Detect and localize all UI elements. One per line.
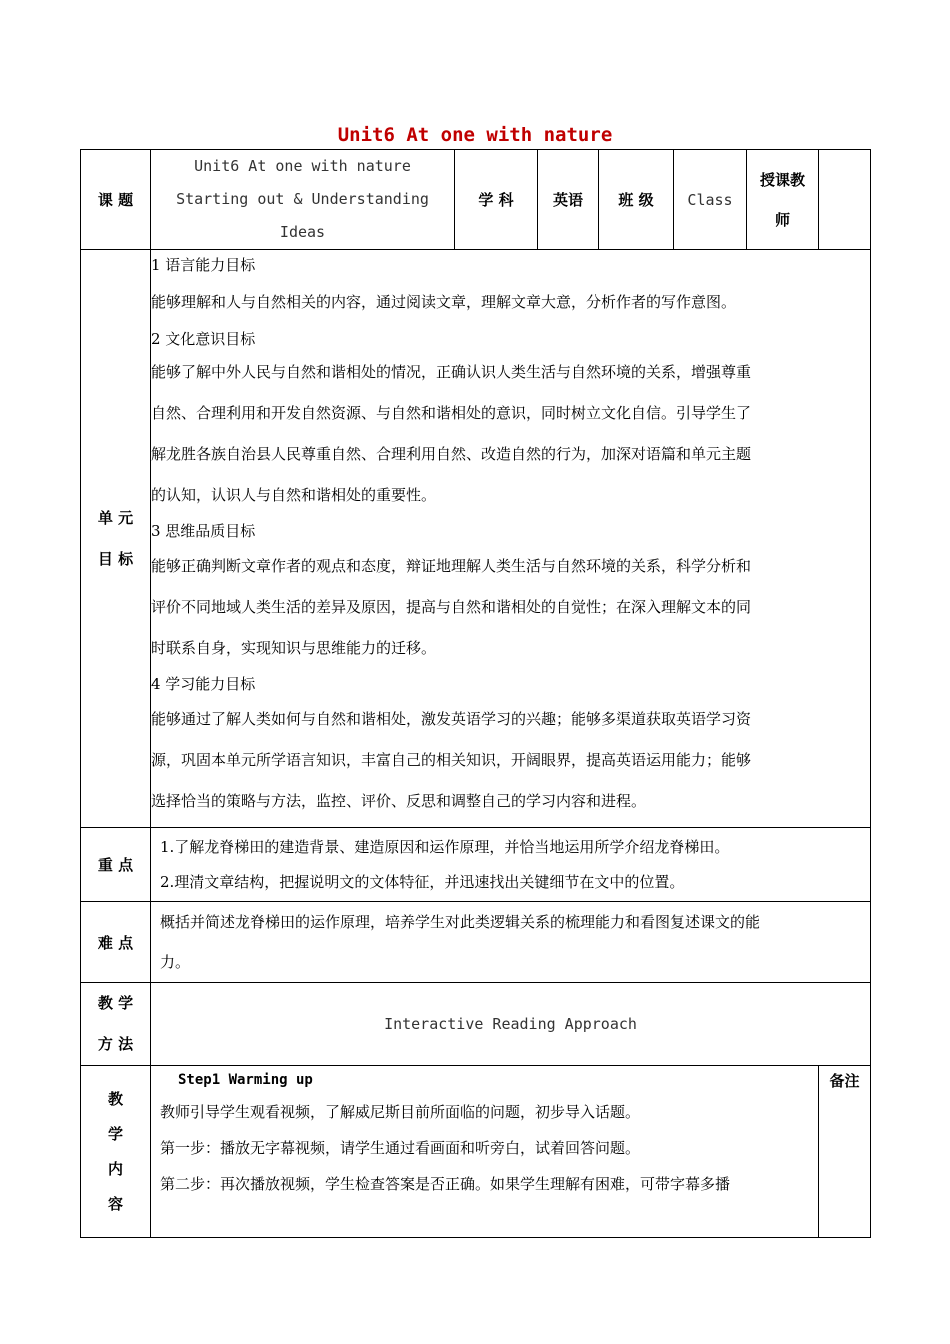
difficulties-content xyxy=(151,902,871,983)
content-line-1: 教师引导学生观看视频，了解威尼斯目前所面临的问题，初步导入话题。 xyxy=(160,1103,641,1121)
goal-3-line-3: 时联系自身，实现知识与思维能力的迁移。 xyxy=(151,639,437,657)
goal-2-line-2: 自然、合理利用和开发自然资源、与自然和谐相处的意识，同时树立文化自信。引导学生了 xyxy=(151,404,752,422)
topic-line-1: Unit6 At one with nature xyxy=(194,157,411,175)
content-label-char-2: 学 xyxy=(107,1124,123,1143)
method-row xyxy=(81,983,871,1066)
key-points-row xyxy=(81,828,871,902)
goal-2-heading: 2 文化意识目标 xyxy=(151,330,256,348)
teacher-label-line-2: 师 xyxy=(774,210,790,229)
method-label xyxy=(81,983,151,1066)
difficulty-line-2: 力。 xyxy=(160,953,191,971)
content-row xyxy=(81,1066,871,1238)
document-title: Unit6 At one with nature xyxy=(337,124,613,146)
teacher-label-line-1: 授课教 xyxy=(759,170,805,189)
method-value: Interactive Reading Approach xyxy=(151,983,871,1066)
goal-3-heading: 3 思维品质目标 xyxy=(151,522,256,540)
content-label xyxy=(81,1066,151,1238)
subject-value: 英语 xyxy=(538,150,599,250)
content-label-char-1: 教 xyxy=(107,1089,123,1108)
class-value: Class xyxy=(674,150,747,250)
class-label: 班 级 xyxy=(599,150,674,250)
goals-row xyxy=(81,250,871,828)
topic-value xyxy=(151,150,455,250)
goal-1-line-1: 能够理解和人与自然相关的内容，通过阅读文章，理解文章大意，分析作者的写作意图。 xyxy=(151,293,737,311)
difficulties-label: 难 点 xyxy=(81,902,151,983)
goal-3-line-2: 评价不同地域人类生活的差异及原因，提高与自然和谐相处的自觉性；在深入理解文本的同 xyxy=(151,598,752,616)
key-points-content xyxy=(151,828,871,902)
content-body xyxy=(151,1066,819,1238)
goal-2-line-1: 能够了解中外人民与自然和谐相处的情况，正确认识人类生活与自然环境的关系，增强尊重 xyxy=(151,363,752,381)
goal-4-line-1: 能够通过了解人类如何与自然和谐相处，激发英语学习的兴趣；能够多渠道获取英语学习资 xyxy=(151,710,752,728)
notes-label: 备注 xyxy=(819,1066,871,1238)
goals-label xyxy=(81,250,151,828)
difficulty-line-1: 概括并简述龙脊梯田的运作原理，培养学生对此类逻辑关系的梳理能力和看图复述课文的能 xyxy=(160,913,761,931)
teacher-value xyxy=(819,150,871,250)
goal-1-heading: 1 语言能力目标 xyxy=(151,256,256,274)
goal-2-line-4: 的认知，认识人与自然和谐相处的重要性。 xyxy=(151,486,437,504)
goal-2-line-3: 解龙胜各族自治县人民尊重自然、合理利用自然、改造自然的行为，加深对语篇和单元主题 xyxy=(151,445,752,463)
subject-label: 学 科 xyxy=(455,150,538,250)
goal-4-line-3: 选择恰当的策略与方法，监控、评价、反思和调整自己的学习内容和进程。 xyxy=(151,792,647,810)
key-point-2: 2.理清文章结构，把握说明文的文体特征，并迅速找出关键细节在文中的位置。 xyxy=(160,872,685,891)
method-label-line-1: 教 学 xyxy=(97,994,134,1012)
goals-label-line-2: 目 标 xyxy=(97,549,134,568)
content-line-3: 第二步：再次播放视频，学生检查答案是否正确。如果学生理解有困难，可带字幕多播 xyxy=(160,1175,731,1193)
goal-3-line-1: 能够正确判断文章作者的观点和态度，辩证地理解人类生活与自然环境的关系，科学分析和 xyxy=(151,557,752,575)
step-title: Step1 Warming up xyxy=(178,1072,313,1088)
goal-4-heading: 4 学习能力目标 xyxy=(151,675,256,693)
content-label-char-3: 内 xyxy=(107,1159,123,1178)
goal-4-line-2: 源，巩固本单元所学语言知识，丰富自己的相关知识，开阔眼界，提高英语运用能力；能够 xyxy=(151,751,752,769)
topic-label: 课 题 xyxy=(81,150,151,250)
lesson-plan-table xyxy=(80,149,871,1238)
key-points-label: 重 点 xyxy=(81,828,151,902)
content-line-2: 第一步：播放无字幕视频，请学生通过看画面和听旁白，试着回答问题。 xyxy=(160,1139,641,1157)
difficulties-row xyxy=(81,902,871,983)
topic-line-2: Starting out & Understanding Ideas xyxy=(176,190,429,241)
goals-label-line-1: 单 元 xyxy=(97,508,134,527)
header-row xyxy=(81,150,871,250)
teacher-label xyxy=(747,150,819,250)
content-label-char-4: 容 xyxy=(107,1194,123,1213)
method-label-line-2: 方 法 xyxy=(97,1035,134,1053)
key-point-1: 1.了解龙脊梯田的建造背景、建造原因和运作原理，并恰当地运用所学介绍龙脊梯田。 xyxy=(160,837,730,856)
goals-content xyxy=(151,250,871,828)
